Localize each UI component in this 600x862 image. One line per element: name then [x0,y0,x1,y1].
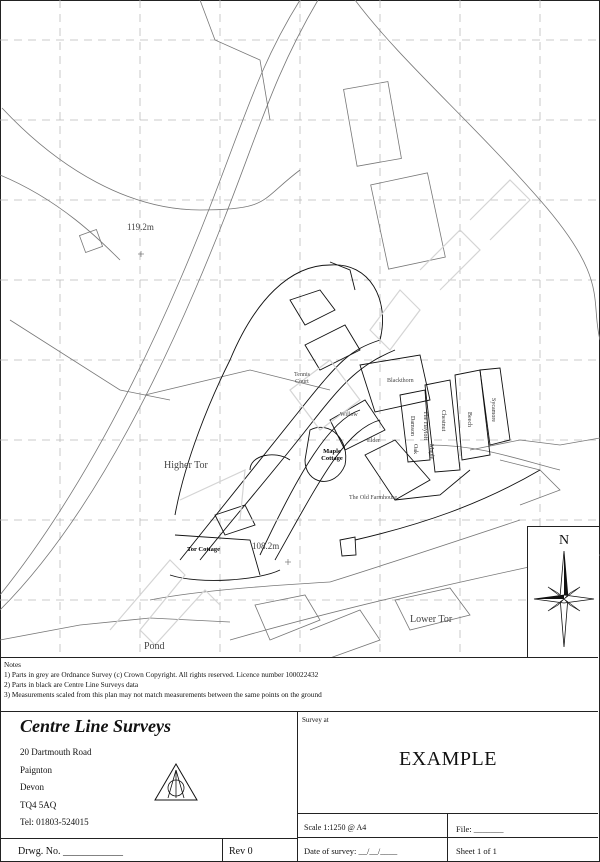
note-item: 1) Parts in grey are Ordnance Survey (c) Crown Copyright. All rights reserved. Licence number 100022432 [4,670,319,679]
sycamore-label: Sycamore [490,398,496,422]
survey-at-value: EXAMPLE [399,748,497,770]
pond-label: Pond [144,641,165,652]
title-block [0,711,598,861]
elder-label: Elder [367,438,380,444]
notes-heading: Notes [4,660,22,669]
tor-cottage-label: Tor Cottage [187,546,221,553]
oak-label: Oak [412,444,418,454]
higher-tor-label: Higher Tor [164,460,208,471]
address-line: Paignton [20,764,53,775]
company-name: Centre Line Surveys [20,716,171,736]
north-arrow-panel [527,526,599,658]
address-line: TQ4 5AQ [20,799,57,810]
address-line: 20 Dartmouth Road [20,747,92,757]
maple-label: Maple [428,444,434,460]
beech-label: Beech [466,412,472,427]
survey-detail [170,262,540,580]
file-field[interactable]: File: _______ [448,814,598,838]
chestnut-label: Chestnut [440,410,446,432]
company-telephone: Tel: 01803-524015 [20,817,89,827]
company-logo-icon [153,762,199,802]
maple-cottage-label: Maple Cottage [321,448,343,462]
blackthorn-label: Blackthorn [387,378,414,384]
spot-height-markers [138,251,291,565]
scale-field: Scale 1:1250 @ A4 [298,814,448,838]
sheet-field: Sheet 1 of 1 [456,846,497,856]
company-address [20,744,92,832]
address-line: Devon [20,782,44,792]
willow-label: Willow [340,412,358,418]
north-arrow-icon [528,527,599,658]
north-label: N [559,533,570,548]
hayloft-label: The Hayloft [422,411,428,441]
damson-label: Damson [409,416,415,436]
date-of-survey-field[interactable]: Date of survey: __/__/____ [298,838,448,861]
note-item: 3) Measurements scaled from this plan may not match measurements between the same points on the ground [4,690,322,699]
note-item: 2) Parts in black are Centre Line Surveys data [4,680,139,689]
company-block [0,712,298,838]
spot-height-108-label: 108.2m [252,541,280,551]
survey-at-label: Survey at [302,716,329,724]
drawing-number-field[interactable]: Drwg. No. ____________ [0,838,223,861]
spot-height-119-label: 119.2m [127,222,154,232]
notes-panel [0,657,598,711]
revision-field: Rev 0 [223,838,298,861]
survey-at-block [298,712,598,814]
tennis-court-label: Tennis Court [294,372,310,385]
lower-tor-label: Lower Tor [410,614,453,625]
old-farmhouse-label: The Old Farmhouse [349,495,397,501]
